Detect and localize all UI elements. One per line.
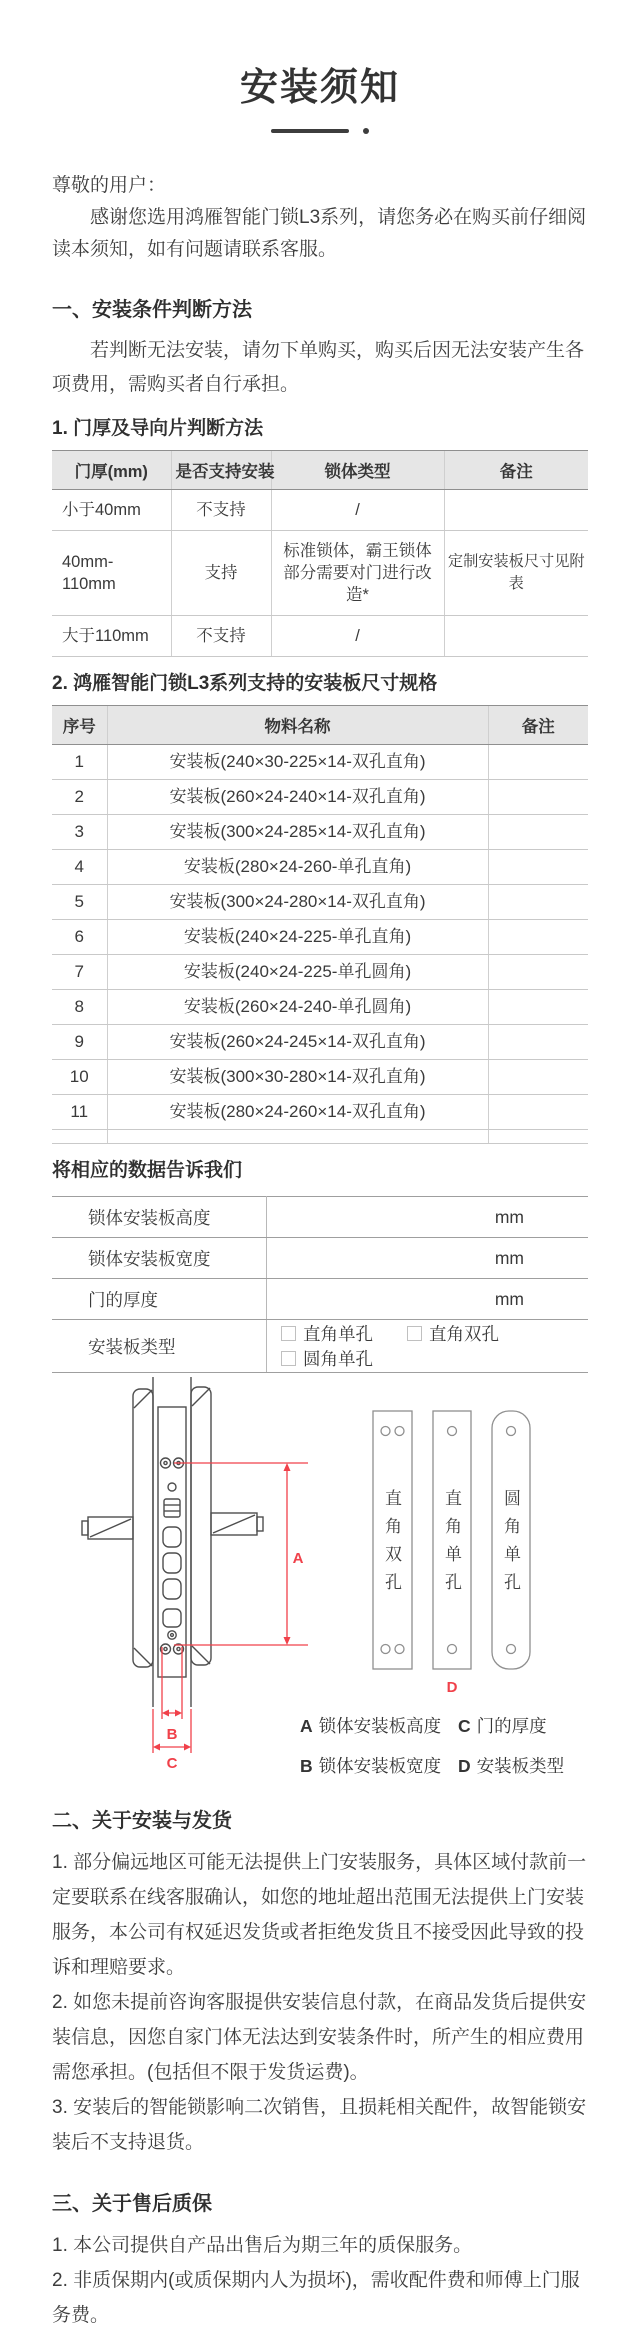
material-name-cell: 安装板(280×24-260×14-双孔直角) bbox=[107, 1095, 488, 1130]
dim-label-a: A bbox=[292, 1550, 304, 1567]
door-thickness-table bbox=[52, 450, 588, 657]
legend-label: 安装板类型 bbox=[476, 1756, 565, 1776]
title-divider bbox=[52, 128, 588, 134]
form-field-input[interactable]: mm bbox=[267, 1238, 589, 1279]
form-row-plate-type bbox=[52, 1320, 588, 1373]
door-thickness-cell: 40mm-110mm bbox=[52, 531, 171, 616]
note-cell bbox=[488, 1025, 588, 1060]
index-cell: 2 bbox=[52, 780, 107, 815]
plate-type-option-label: 直角单孔 bbox=[303, 1324, 373, 1344]
table-row bbox=[52, 745, 588, 780]
dim-label-d: D bbox=[446, 1679, 458, 1696]
legend-key: A bbox=[300, 1716, 313, 1736]
section-title-warranty: 三、关于售后质保 bbox=[52, 2193, 212, 2215]
warranty-term-item: 2. 非质保期内(或质保期内人为损坏)，需收配件费和师傅上门服务费。 bbox=[52, 2270, 580, 2326]
page-title: 安装须知 bbox=[239, 67, 400, 109]
note-cell bbox=[488, 920, 588, 955]
data-form-title: 将相应的数据告诉我们 bbox=[52, 1160, 243, 1181]
warranty-terms-list bbox=[52, 2228, 588, 2333]
index-cell: 1 bbox=[52, 745, 107, 780]
section-title-install-conditions: 一、安装条件判断方法 bbox=[52, 299, 252, 321]
shipping-term-item: 2. 如您未提前咨询客服提供安装信息付款，在商品发货后提供安装信息，因您自家门体无法达到安装条件时，所产生的相应费用需您承担。(包括但不限于发货运费)。 bbox=[52, 1992, 587, 2083]
plate-type-option[interactable] bbox=[407, 1321, 499, 1346]
column-header: 门厚(mm) bbox=[52, 451, 171, 490]
note-cell bbox=[488, 1095, 588, 1130]
table-row bbox=[52, 1060, 588, 1095]
note-cell bbox=[488, 780, 588, 815]
index-cell: 9 bbox=[52, 1025, 107, 1060]
column-header: 备注 bbox=[488, 706, 588, 745]
plate-label-vertical: 直角单孔 bbox=[442, 1489, 461, 1601]
table-row bbox=[52, 1025, 588, 1060]
plate-label-vertical: 圆角单孔 bbox=[501, 1489, 520, 1601]
note-cell bbox=[488, 745, 588, 780]
support-cell: 不支持 bbox=[171, 616, 271, 657]
subsection-title-plate-specs: 2. 鸿雁智能门锁L3系列支持的安装板尺寸规格 bbox=[52, 673, 438, 694]
material-name-cell: 安装板(300×24-280×14-双孔直角) bbox=[107, 885, 488, 920]
support-cell: 支持 bbox=[171, 531, 271, 616]
divider-dot-icon bbox=[363, 128, 369, 134]
material-name-cell: 安装板(300×24-285×14-双孔直角) bbox=[107, 815, 488, 850]
install-conditions-intro: 若判断无法安装，请勿下单购买，购买后因无法安装产生各项费用，需购买者自行承担。 bbox=[52, 340, 585, 395]
material-name-cell: 安装板(240×24-225-单孔直角) bbox=[107, 920, 488, 955]
index-cell: 5 bbox=[52, 885, 107, 920]
warranty-term-item: 1. 本公司提供自产品出售后为期三年的质保服务。 bbox=[52, 2235, 473, 2256]
escutcheon-right bbox=[191, 1387, 211, 1665]
note-cell bbox=[444, 490, 588, 531]
plate-type-option[interactable] bbox=[281, 1321, 373, 1346]
form-row bbox=[52, 1197, 588, 1238]
form-field-label: 锁体安装板宽度 bbox=[52, 1238, 267, 1279]
table-row-empty bbox=[52, 1130, 588, 1144]
table-row bbox=[52, 920, 588, 955]
index-cell: 6 bbox=[52, 920, 107, 955]
dimension-lines bbox=[153, 1463, 308, 1753]
table-row bbox=[52, 780, 588, 815]
index-cell: 11 bbox=[52, 1095, 107, 1130]
legend-label: 锁体安装板高度 bbox=[318, 1716, 442, 1736]
material-name-cell: 安装板(260×24-240×14-双孔直角) bbox=[107, 780, 488, 815]
table-row bbox=[52, 1095, 588, 1130]
note-cell bbox=[488, 955, 588, 990]
form-row bbox=[52, 1279, 588, 1320]
data-form-table bbox=[52, 1196, 588, 1373]
checkbox-icon[interactable] bbox=[281, 1326, 296, 1341]
legend-key: B bbox=[300, 1756, 313, 1776]
material-name-cell: 安装板(280×24-260-单孔直角) bbox=[107, 850, 488, 885]
form-field-input[interactable]: mm bbox=[267, 1279, 589, 1320]
legend-item bbox=[300, 1713, 458, 1738]
index-cell: 3 bbox=[52, 815, 107, 850]
column-header: 锁体类型 bbox=[271, 451, 444, 490]
table-row bbox=[52, 955, 588, 990]
shipping-term-item: 3. 安装后的智能锁影响二次销售，且损耗相关配件，故智能锁安装后不支持退货。 bbox=[52, 2097, 587, 2153]
material-name-cell: 安装板(260×24-240-单孔圆角) bbox=[107, 990, 488, 1025]
dim-label-b: B bbox=[166, 1726, 178, 1743]
table-row bbox=[52, 815, 588, 850]
dimension-arrowheads bbox=[153, 1463, 291, 1751]
support-cell: 不支持 bbox=[171, 490, 271, 531]
lock-dimension-diagram bbox=[52, 1377, 588, 1777]
table-row bbox=[52, 990, 588, 1025]
note-cell bbox=[488, 850, 588, 885]
door-thickness-cell: 大于110mm bbox=[52, 616, 171, 657]
dim-label-c: C bbox=[166, 1755, 178, 1772]
diagram-legend bbox=[300, 1713, 564, 1778]
lock-type-cell: / bbox=[271, 490, 444, 531]
legend-item bbox=[458, 1753, 564, 1778]
form-field-label: 门的厚度 bbox=[52, 1279, 267, 1320]
divider-bar bbox=[271, 129, 349, 133]
plate-spec-header-row bbox=[52, 706, 588, 745]
table-row bbox=[52, 850, 588, 885]
index-cell: 7 bbox=[52, 955, 107, 990]
column-header: 物料名称 bbox=[107, 706, 488, 745]
material-name-cell: 安装板(260×24-245×14-双孔直角) bbox=[107, 1025, 488, 1060]
form-field-label: 锁体安装板高度 bbox=[52, 1197, 267, 1238]
greeting-block bbox=[52, 170, 588, 266]
material-name-cell: 安装板(240×30-225×14-双孔直角) bbox=[107, 745, 488, 780]
legend-label: 锁体安装板宽度 bbox=[318, 1756, 442, 1776]
note-cell bbox=[488, 815, 588, 850]
note-cell bbox=[444, 616, 588, 657]
escutcheon-left bbox=[133, 1389, 153, 1667]
checkbox-icon[interactable] bbox=[281, 1351, 296, 1366]
column-header: 是否支持安装 bbox=[171, 451, 271, 490]
index-cell: 8 bbox=[52, 990, 107, 1025]
column-header: 备注 bbox=[444, 451, 588, 490]
greeting-salutation: 尊敬的用户： bbox=[52, 175, 167, 196]
material-name-cell: 安装板(240×24-225-单孔圆角) bbox=[107, 955, 488, 990]
greeting-body: 感谢您选用鸿雁智能门锁L3系列，请您务必在购买前仔细阅读本须知，如有问题请联系客服。 bbox=[52, 207, 587, 260]
note-cell bbox=[488, 990, 588, 1025]
door-thickness-header-row bbox=[52, 451, 588, 490]
table-row bbox=[52, 616, 588, 657]
lock-type-cell: 标准锁体，霸王锁体部分需要对门进行改造* bbox=[271, 531, 444, 616]
plate-spec-table bbox=[52, 705, 588, 1144]
section-title-shipping: 二、关于安装与发货 bbox=[52, 1810, 232, 1832]
checkbox-icon[interactable] bbox=[407, 1326, 422, 1341]
column-header: 序号 bbox=[52, 706, 107, 745]
legend-key: C bbox=[458, 1716, 471, 1736]
lock-type-cell: / bbox=[271, 616, 444, 657]
material-name-cell: 安装板(300×30-280×14-双孔直角) bbox=[107, 1060, 488, 1095]
plate-label-vertical: 直角双孔 bbox=[382, 1489, 401, 1601]
shipping-term-item: 1. 部分偏远地区可能无法提供上门安装服务，具体区域付款前一定要联系在线客服确认，如您的地址超出范围无法提供上门安装服务，本公司有权延迟发货或者拒绝发货且不接受因此导致的投诉和理赔要求。 bbox=[52, 1852, 587, 1978]
note-cell bbox=[488, 1060, 588, 1095]
note-cell bbox=[488, 885, 588, 920]
note-cell: 定制安装板尺寸见附表 bbox=[444, 531, 588, 616]
latch-bolt bbox=[164, 1499, 180, 1517]
page-header bbox=[52, 64, 588, 134]
legend-item bbox=[300, 1753, 458, 1778]
plate-type-option-label: 直角双孔 bbox=[429, 1324, 499, 1344]
legend-label: 门的厚度 bbox=[476, 1716, 547, 1736]
table-row bbox=[52, 490, 588, 531]
form-field-input[interactable]: mm bbox=[267, 1197, 589, 1238]
form-field-label: 安装板类型 bbox=[52, 1320, 267, 1373]
plate-type-option-label: 圆角单孔 bbox=[303, 1349, 373, 1369]
legend-key: D bbox=[458, 1756, 471, 1776]
table-row bbox=[52, 531, 588, 616]
table-row bbox=[52, 885, 588, 920]
door-thickness-cell: 小于40mm bbox=[52, 490, 171, 531]
legend-item bbox=[458, 1713, 564, 1738]
form-row bbox=[52, 1238, 588, 1279]
subsection-title-door-thickness: 1. 门厚及导向片判断方法 bbox=[52, 418, 264, 439]
plate-type-option[interactable] bbox=[281, 1346, 373, 1371]
index-cell: 4 bbox=[52, 850, 107, 885]
index-cell: 10 bbox=[52, 1060, 107, 1095]
